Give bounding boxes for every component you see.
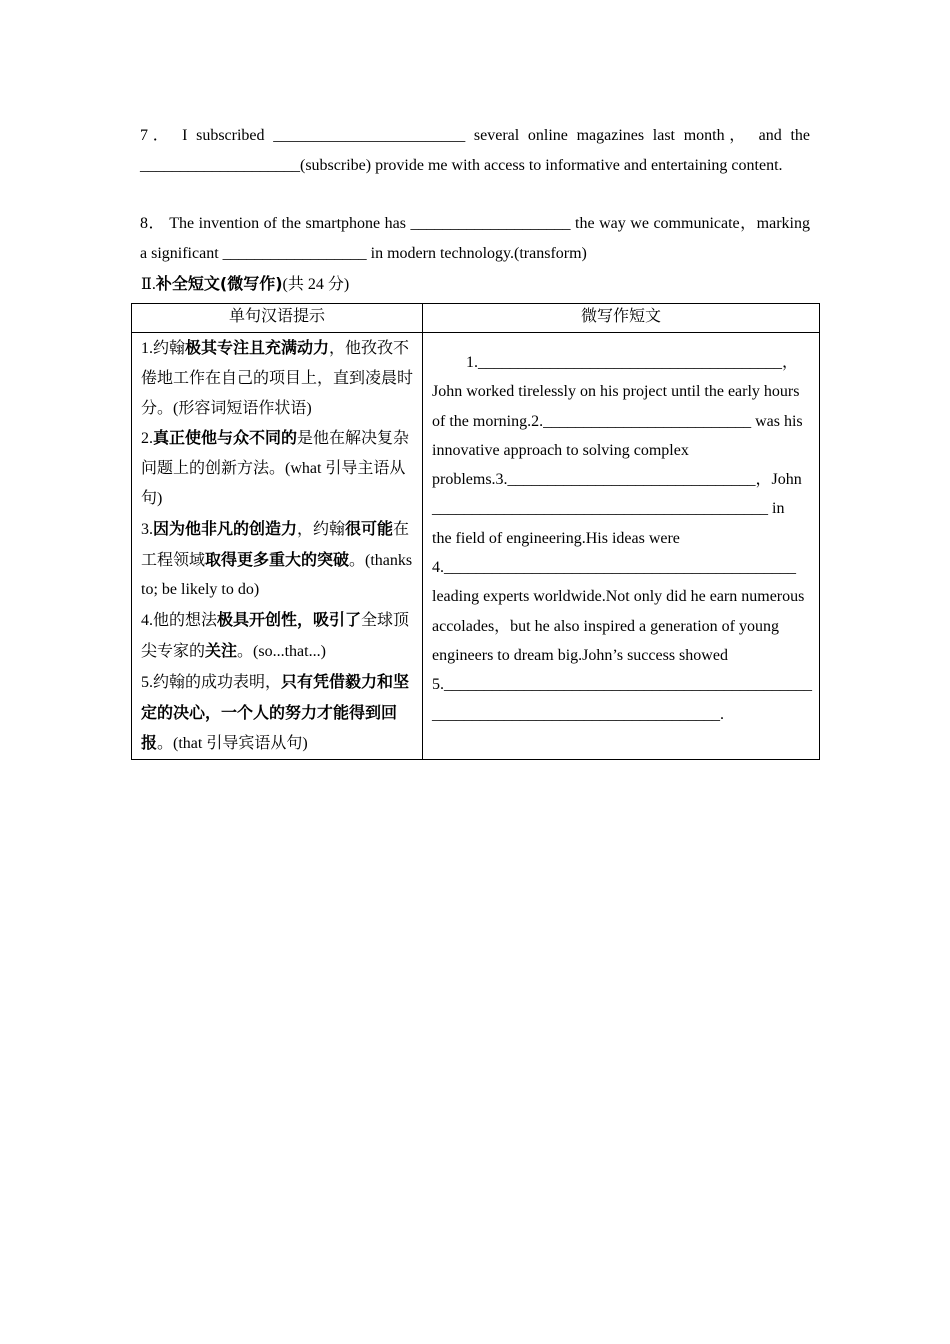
section-2-numeral: Ⅱ. — [141, 276, 156, 293]
section-2-heading: 补全短文(微写作) — [155, 274, 283, 293]
micro-writing-table — [131, 303, 820, 760]
hint-5: 5.约翰的成功表明，只有凭借毅力和坚定的决心，一个人的努力才能得到回报。(that 引导宾语从句) — [141, 671, 410, 753]
hint-1: 1.约翰极其专注且充满动力，他孜孜不倦地工作在自己的项目上，直到凌晨时分。(形容词短语作状语) — [141, 338, 414, 417]
header-hints: 单句汉语提示 — [132, 304, 423, 333]
section-2-points: (共 24 分) — [282, 276, 350, 293]
hint-2: 2.真正使他与众不同的是他在解决复杂问题上的创新方法。(what 引导主语从句) — [141, 428, 410, 507]
question-7: 7． I subscribed ________________________ several online magazines last month， and the ____________________(subscribe) provide me with access to informative and entertaining content. — [140, 127, 810, 174]
hint-4: 4.他的想法极具开创性，吸引了全球顶尖专家的关注。(so...that...) — [141, 610, 410, 660]
essay-cell — [423, 333, 820, 760]
question-8: 8． The invention of the smartphone has ____________________ the way we communicate，marking a significant __________________ in modern technology.(transform) — [140, 215, 810, 262]
hints-cell — [132, 333, 423, 760]
section-2-title — [141, 270, 349, 299]
hint-3: 3.因为他非凡的创造力，约翰很可能在工程领域取得更多重大的突破。(thanks to; be likely to do) — [141, 518, 413, 599]
table-body-row — [132, 333, 820, 760]
header-essay: 微写作短文 — [423, 304, 820, 333]
essay-text: 1.______________________________________，John worked tirelessly on his project until the early hours of the morning.2.__________________________ was his innovative approach to solving complex problems.3._______________________________，John __________________________________________ in the field of engineering.His ideas were 4.____________________________________________ leading experts worldwide.Not only did he earn numerous accolades，but he also inspired a generation of young engineers to dream big.John’s success showed 5.______________________________________________ ____________________________________. — [432, 354, 812, 723]
table-header-row — [132, 304, 820, 333]
